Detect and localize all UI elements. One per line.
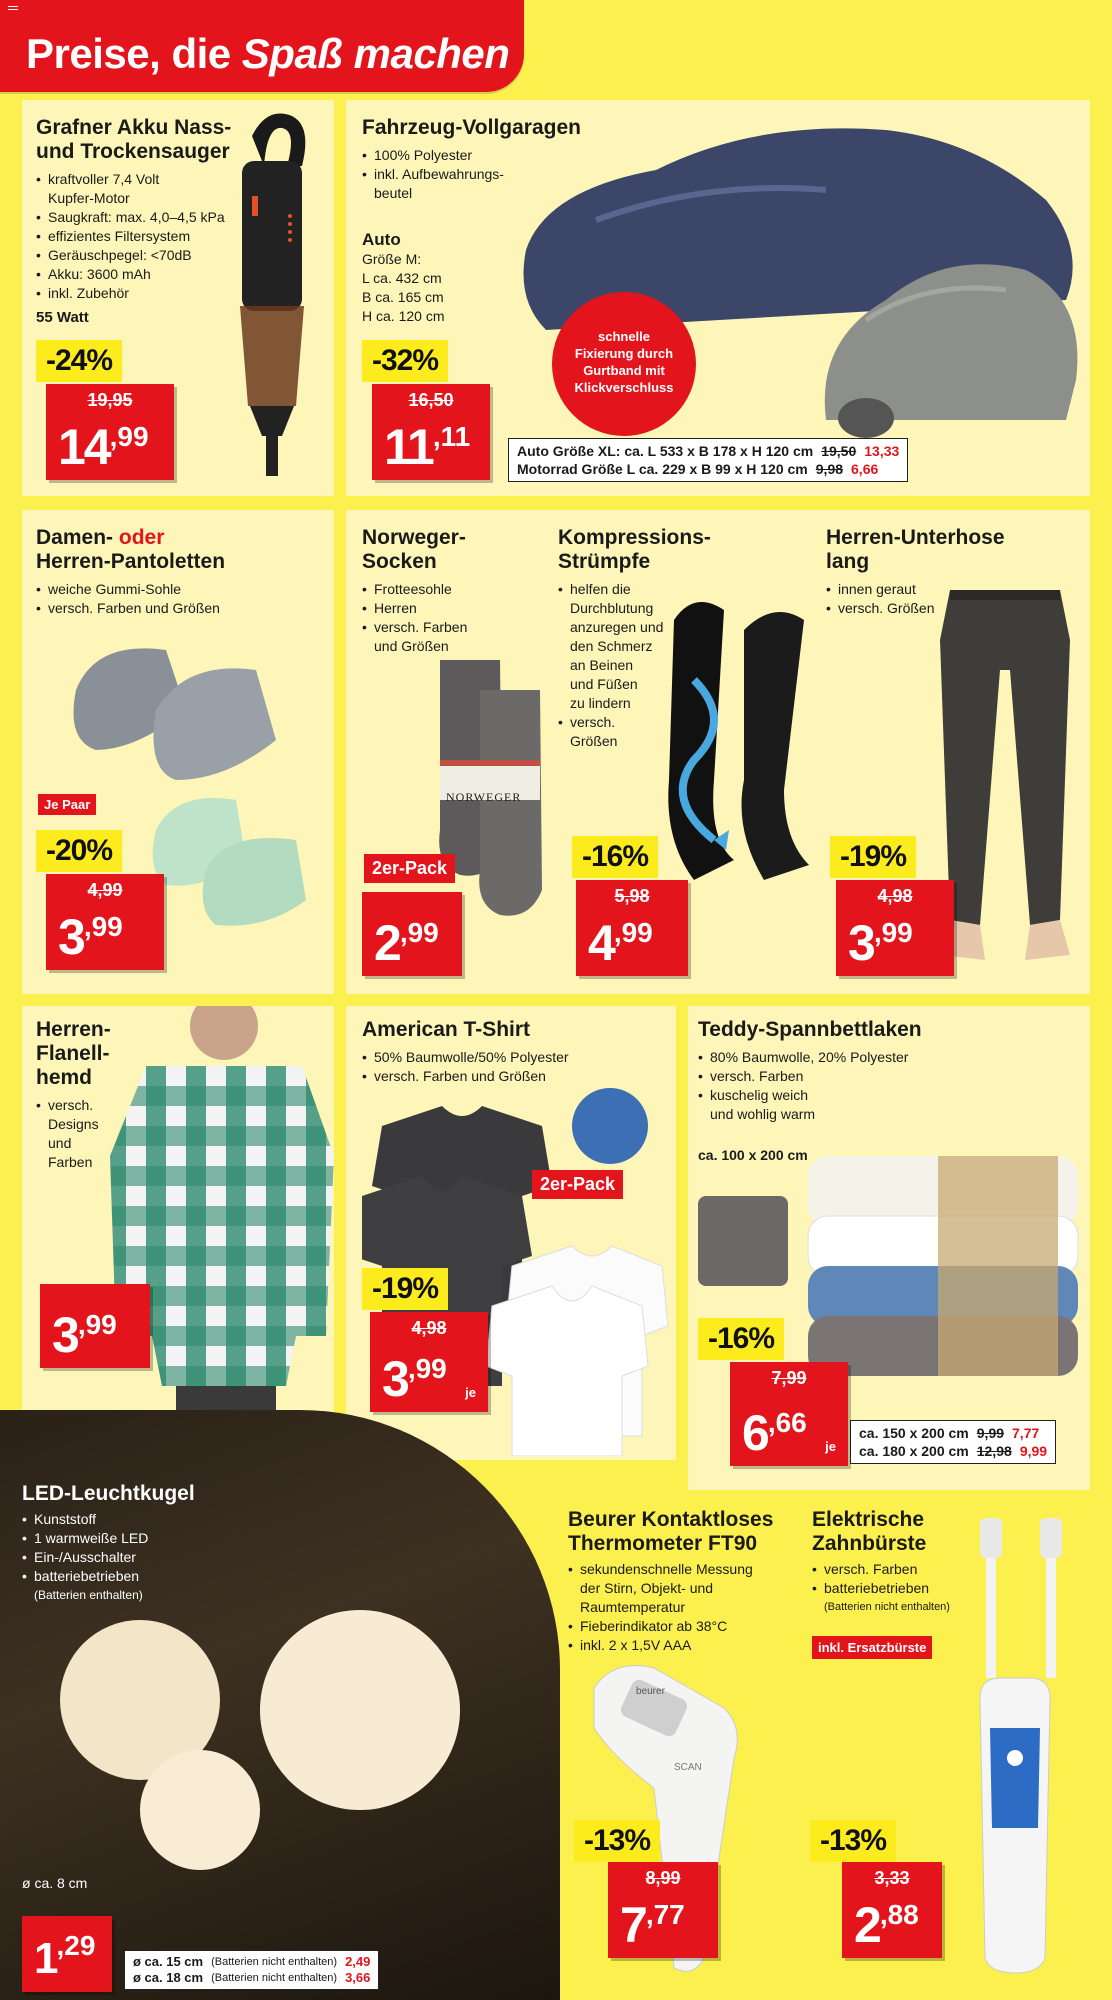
cover-title: Fahrzeug-Vollgaragen — [362, 116, 581, 139]
socks-feature: • Frotteesohle — [362, 580, 467, 599]
banner-title — [26, 30, 509, 78]
toothbrush-title: Elektrische Zahnbürste — [812, 1508, 927, 1555]
toothbrush-old-price: 3,33 — [874, 1868, 910, 1888]
led-feature: • Kunststoff — [22, 1510, 148, 1529]
thermo-feature: der Stirn, Objekt- und — [580, 1580, 714, 1596]
thermo-discount: -13% — [574, 1820, 660, 1862]
flannel-feature: und — [48, 1135, 72, 1151]
compression-feature: Größen — [570, 733, 618, 749]
compression-feature: an Beinen — [570, 657, 634, 673]
offer-car-cover[interactable] — [346, 100, 1090, 496]
teddy-size: ca. 100 x 200 cm — [698, 1147, 808, 1163]
header-banner — [0, 0, 524, 92]
offer-slippers[interactable] — [22, 510, 334, 994]
flannel-title: Herren- Flanell- hemd — [36, 1018, 111, 1089]
tshirt-discount: -19% — [362, 1268, 448, 1310]
compression-feature: den Schmerz — [570, 638, 653, 654]
teddy-feature: und wohlig warm — [710, 1106, 816, 1122]
toothbrush-features — [812, 1560, 929, 1598]
thermo-old-price: 8,99 — [645, 1868, 681, 1888]
compression-price — [576, 880, 688, 976]
led-ball-image — [20, 1590, 540, 1890]
vacuum-feature: Kupfer-Motor — [48, 190, 130, 206]
offer-flannel-shirt[interactable] — [22, 1006, 334, 1460]
toothbrush-discount: -13% — [810, 1820, 896, 1862]
toothbrush-feature: • batteriebetrieben — [812, 1579, 929, 1598]
toothbrush-new-price: $2^{,88}$ — [854, 1897, 919, 1953]
led-new-price: $1^{,29}$ — [34, 1930, 96, 1983]
cover-discount: -32% — [362, 340, 448, 382]
vacuum-price — [46, 384, 174, 480]
teddy-old-price: 7,99 — [771, 1368, 807, 1388]
cover-size-table — [508, 438, 908, 482]
teddy-je: je — [825, 1439, 836, 1454]
socks-feature: • versch. Farben — [362, 618, 467, 637]
menu-icon — [8, 6, 18, 10]
banner-title-italic: Spaß machen — [241, 30, 510, 77]
tshirt-old-price: 4,98 — [411, 1318, 447, 1338]
slippers-feature: • versch. Farben und Größen — [36, 599, 220, 618]
compression-feature: zu lindern — [570, 695, 631, 711]
thermo-feature: • inkl. 2 x 1,5V AAA — [568, 1636, 753, 1655]
compression-feature: anzuregen und — [570, 619, 664, 635]
tshirt-new-price: $3^{,99}$ — [382, 1351, 447, 1407]
cover-features — [362, 146, 504, 203]
offer-toothbrush[interactable] — [800, 1498, 1090, 1988]
thermo-feature: Raumtemperatur — [580, 1599, 686, 1615]
socks-new-price: $2^{,99}$ — [374, 915, 439, 971]
bubble-line: Fixierung durch — [574, 346, 674, 361]
led-table-row: ø ca. 15 cm (Batterien nicht enthalten) 2,49 — [133, 1954, 371, 1969]
vacuum-title-line2: und Trockensauger — [36, 140, 230, 163]
tshirt-title: American T-Shirt — [362, 1018, 531, 1041]
led-feature: • Ein-/Ausschalter — [22, 1548, 148, 1567]
flannel-feature: Designs — [48, 1116, 99, 1132]
compression-image — [634, 580, 824, 900]
vacuum-feature: • effizientes Filtersystem — [36, 227, 225, 246]
teddy-size-table — [850, 1420, 1056, 1464]
cover-new-price: $11^{,11}$ — [384, 419, 471, 475]
cover-old-price: 16,50 — [408, 390, 454, 410]
flannel-image — [106, 1006, 334, 1456]
toothbrush-tag: inkl. Ersatzbürste — [812, 1636, 932, 1659]
compression-new-price: $4^{,99}$ — [588, 915, 653, 971]
teddy-feature: • kuschelig weich — [698, 1086, 908, 1105]
offer-teddy-sheet[interactable] — [688, 1006, 1090, 1490]
vacuum-discount: -24% — [36, 340, 122, 382]
longjohns-features — [826, 580, 934, 618]
led-size: ø ca. 8 cm — [22, 1875, 88, 1891]
flannel-new-price: $3^{,99}$ — [52, 1307, 117, 1363]
cover-table-row: Motorrad Größe L ca. 229 x B 99 x H 120 cm 9,98 6,66 — [517, 461, 879, 477]
vacuum-feature: • kraftvoller 7,4 Volt — [36, 170, 225, 189]
vacuum-features — [36, 170, 225, 303]
vacuum-new-price: $14^{,99}$ — [58, 419, 149, 475]
cover-size-label: Größe M: — [362, 251, 422, 267]
led-price — [22, 1916, 112, 1992]
thermo-new-price: $7^{,77}$ — [620, 1897, 685, 1953]
slippers-feature: • weiche Gummi-Sohle — [36, 580, 220, 599]
flannel-feature: • versch. — [36, 1096, 99, 1115]
longjohns-feature: • innen geraut — [826, 580, 934, 599]
compression-feature: Durchblutung — [570, 600, 654, 616]
slippers-price — [46, 874, 164, 970]
toothbrush-price — [842, 1862, 942, 1958]
cover-price — [372, 384, 490, 480]
teddy-title: Teddy-Spannbettlaken — [698, 1018, 922, 1041]
longjohns-price — [836, 880, 954, 976]
thermo-features — [568, 1560, 753, 1655]
offer-vacuum[interactable] — [22, 100, 334, 496]
compression-discount: -16% — [572, 836, 658, 878]
flannel-features — [36, 1096, 99, 1172]
led-note: (Batterien enthalten) — [34, 1588, 143, 1602]
slippers-tag: Je Paar — [38, 794, 96, 815]
cover-feature: • 100% Polyester — [362, 146, 504, 165]
longjohns-feature: • versch. Größen — [826, 599, 934, 618]
compression-title: Kompressions- Strümpfe — [558, 526, 711, 573]
compression-old-price: 5,98 — [614, 886, 650, 906]
thermo-feature: • sekundenschnelle Messung — [568, 1560, 753, 1579]
cover-feature: • inkl. Aufbewahrungs- — [362, 165, 504, 184]
socks-price — [362, 892, 462, 976]
slippers-discount: -20% — [36, 830, 122, 872]
led-table-row: ø ca. 18 cm (Batterien nicht enthalten) 3,66 — [133, 1970, 371, 1985]
slippers-old-price: 4,99 — [87, 880, 123, 900]
bubble-line: Gurtband mit — [583, 363, 665, 378]
teddy-table-row: ca. 180 x 200 cm 12,98 9,99 — [859, 1443, 1048, 1459]
longjohns-old-price: 4,98 — [877, 886, 913, 906]
bubble-line: Klickverschluss — [574, 380, 674, 395]
thermo-scan: SCAN — [674, 1762, 702, 1773]
led-title: LED-Leuchtkugel — [22, 1482, 195, 1505]
flannel-price — [40, 1284, 150, 1368]
compression-feature: und Füßen — [570, 676, 638, 692]
socks-features — [362, 580, 467, 656]
vacuum-title — [36, 116, 231, 164]
tshirt-price — [370, 1312, 488, 1412]
vacuum-feature: • Akku: 3600 mAh — [36, 265, 225, 284]
cover-dims — [362, 250, 444, 326]
led-features — [22, 1510, 148, 1586]
banner-title-normal: Preise, die — [26, 30, 242, 77]
vacuum-old-price: 19,95 — [87, 390, 133, 410]
socks-pack: 2er-Pack — [364, 854, 455, 883]
cover-table-row: Auto Größe XL: ca. L 533 x B 178 x H 120 cm 19,50 13,33 — [517, 443, 900, 459]
thermo-price — [608, 1862, 718, 1958]
tshirt-feature: • 50% Baumwolle/50% Polyester — [362, 1048, 569, 1067]
vacuum-title-line1: Grafner Akku Nass- — [36, 116, 232, 139]
cover-dim: B ca. 165 cm — [362, 289, 444, 305]
teddy-feature: • 80% Baumwolle, 20% Polyester — [698, 1048, 908, 1067]
led-feature: • batteriebetrieben — [22, 1567, 148, 1586]
offer-led-ball[interactable] — [0, 1410, 560, 2000]
tshirt-pack: 2er-Pack — [532, 1170, 623, 1199]
teddy-feature: • versch. Farben — [698, 1067, 908, 1086]
vacuum-feature: • Geräuschpegel: <70dB — [36, 246, 225, 265]
slippers-new-price: $3^{,99}$ — [58, 909, 123, 965]
socks-feature: und Größen — [374, 638, 449, 654]
vacuum-watt: 55 Watt — [36, 309, 89, 326]
cover-feature: beutel — [374, 185, 413, 201]
thermo-brand: beurer — [636, 1686, 665, 1697]
vacuum-feature: • Saugkraft: max. 4,0–4,5 kPa — [36, 208, 225, 227]
tshirt-features — [362, 1048, 569, 1086]
socks-title: Norweger- Socken — [362, 526, 466, 573]
cover-dim: L ca. 432 cm — [362, 270, 442, 286]
flannel-feature: Farben — [48, 1154, 93, 1170]
teddy-price — [730, 1362, 848, 1466]
cover-bubble — [552, 292, 696, 436]
vacuum-image — [212, 106, 322, 486]
compression-feature: • helfen die — [558, 580, 663, 599]
teddy-new-price: $6^{,66}$ — [742, 1405, 807, 1461]
toothbrush-note: (Batterien nicht enthalten) — [824, 1601, 950, 1613]
tshirt-feature: • versch. Farben und Größen — [362, 1067, 569, 1086]
teddy-table-row: ca. 150 x 200 cm 9,99 7,77 — [859, 1425, 1040, 1441]
thermo-feature: • Fieberindikator ab 38°C — [568, 1617, 753, 1636]
slippers-features — [36, 580, 220, 618]
cover-auto-label: Auto — [362, 230, 401, 249]
toothbrush-image — [940, 1498, 1090, 1978]
teddy-discount: -16% — [698, 1318, 784, 1360]
toothbrush-feature: • versch. Farben — [812, 1560, 929, 1579]
compression-feature: • versch. — [558, 713, 663, 732]
longjohns-discount: -19% — [830, 836, 916, 878]
vacuum-feature: • inkl. Zubehör — [36, 284, 225, 303]
offer-tshirt[interactable] — [346, 1006, 676, 1460]
bubble-line: schnelle — [597, 329, 651, 344]
cover-dim: H ca. 120 cm — [362, 308, 445, 324]
led-size-table — [124, 1950, 379, 1990]
slippers-title: Damen- oder Herren-Pantoletten — [36, 526, 226, 573]
tshirt-je: je — [465, 1385, 476, 1400]
thermo-title: Beurer Kontaktloses Thermometer FT90 — [568, 1508, 774, 1555]
socks-feature: • Herren — [362, 599, 467, 618]
socks-label: NORWEGER — [446, 790, 522, 804]
longjohns-title: Herren-Unterhose lang — [826, 526, 1005, 573]
led-feature: • 1 warmweiße LED — [22, 1529, 148, 1548]
offer-thermometer[interactable] — [564, 1498, 796, 1988]
longjohns-new-price: $3^{,99}$ — [848, 915, 913, 971]
